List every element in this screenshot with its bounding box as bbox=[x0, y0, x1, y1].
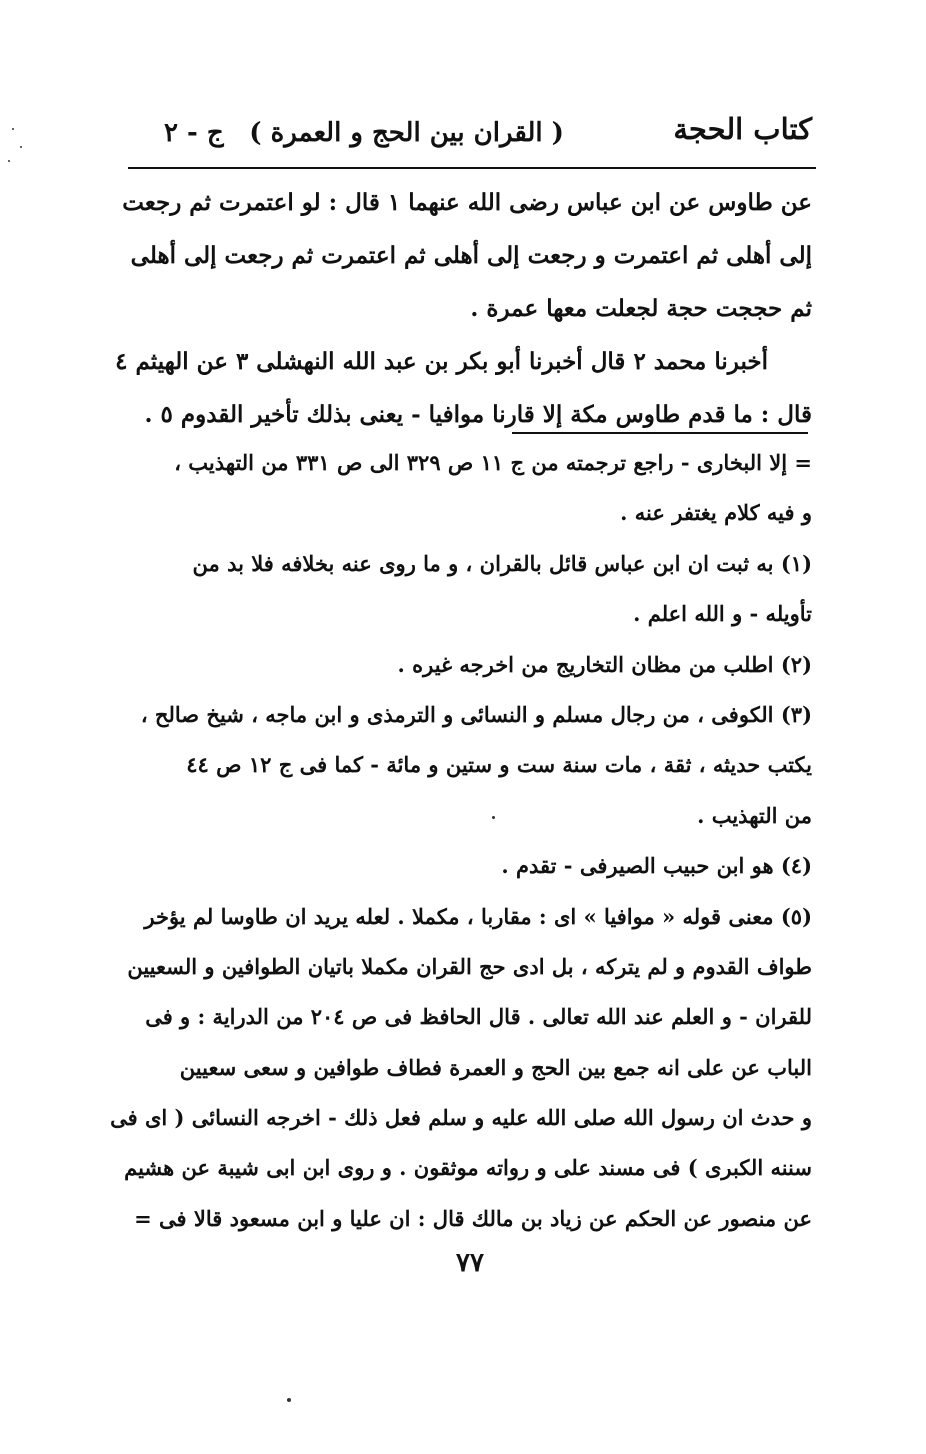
footnote-line: (٥) معنى قوله « موافيا » اى : مقاربا ، مكملا . لعله يريد ان طاوسا لم يؤخر bbox=[144, 903, 812, 929]
book-title: كتاب الحجة bbox=[673, 112, 812, 146]
scan-speck bbox=[20, 146, 22, 148]
main-line: أخبرنا محمد ٢ قال أخبرنا أبو بكر بن عبد الله النهشلى ٣ عن الهيثم ٤ bbox=[115, 348, 768, 375]
scan-speck bbox=[287, 1398, 291, 1402]
footnote-line: من التهذيب . bbox=[697, 802, 812, 828]
footnote-line: و حدث ان رسول الله صلى الله عليه و سلم فعل ذلك - اخرجه النسائى ( اى فى bbox=[110, 1105, 812, 1131]
page-number: ٧٧ bbox=[456, 1248, 484, 1278]
footnote-line: (٢) اطلب من مظان التخاريج من اخرجه غيره . bbox=[397, 651, 812, 677]
header-divider bbox=[128, 167, 816, 169]
footnote-line: و فيه كلام يغتفر عنه . bbox=[620, 500, 812, 526]
scan-speck bbox=[492, 816, 495, 819]
scan-speck bbox=[8, 160, 10, 162]
main-line: عن طاوس عن ابن عباس رضى الله عنهما ١ قال : لو اعتمرت ثم رجعت bbox=[122, 189, 812, 216]
volume-number: ج - ٢ bbox=[164, 118, 224, 148]
footnotes bbox=[110, 438, 812, 1244]
footnote-line: (١) به ثبت ان ابن عباس قائل بالقران ، و ما روى عنه بخلافه فلا بد من bbox=[192, 550, 812, 576]
footnote-line: للقران - و العلم عند الله تعالى . قال الحافظ فى ص ٢٠٤ من الدراية : و فى bbox=[145, 1004, 812, 1030]
scan-speck bbox=[12, 128, 14, 130]
footnote-line: يكتب حديثه ، ثقة ، مات سنة ست و ستين و مائة - كما فى ج ١٢ ص ٤٤ bbox=[186, 752, 812, 778]
running-header bbox=[140, 112, 812, 168]
footnote-line: عن منصور عن الحكم عن زياد بن مالك قال : ان عليا و ابن مسعود قالا فى = bbox=[134, 1205, 812, 1231]
footnote-divider bbox=[512, 432, 808, 434]
main-text bbox=[115, 176, 812, 441]
main-line: إلى أهلى ثم اعتمرت و رجعت إلى أهلى ثم اعتمرت ثم رجعت إلى أهلى bbox=[130, 242, 812, 269]
footnote-line: = إلا البخارى - راجع ترجمته من ج ١١ ص ٣٢٩ الى ص ٣٣١ من التهذيب ، bbox=[174, 450, 812, 475]
main-line: قال : ما قدم طاوس مكة إلا قارنا موافيا - يعنى بذلك تأخير القدوم ٥ . bbox=[144, 401, 812, 428]
main-line: ثم حججت حجة لجعلت معها عمرة . bbox=[470, 295, 812, 322]
footnote-line: الباب عن على انه جمع بين الحج و العمرة فطاف طوافين و سعى سعيين bbox=[179, 1054, 812, 1080]
footnote-line: سننه الكبرى ) فى مسند على و رواته موثقون . و روى ابن ابى شيبة عن هشيم bbox=[124, 1155, 812, 1181]
footnote-line: (٣) الكوفى ، من رجال مسلم و النسائى و الترمذى و ابن ماجه ، شيخ صالح ، bbox=[140, 701, 812, 727]
footnote-line: طواف القدوم و لم يتركه ، بل ادى حج القران مكملا باتيان الطوافين و السعيين bbox=[127, 953, 812, 979]
footnote-line: (٤) هو ابن حبيب الصيرفى - تقدم . bbox=[501, 853, 812, 879]
chapter-title: ( القران بين الحج و العمرة ) bbox=[249, 118, 564, 148]
footnote-line: تأويله - و الله اعلم . bbox=[633, 601, 812, 627]
